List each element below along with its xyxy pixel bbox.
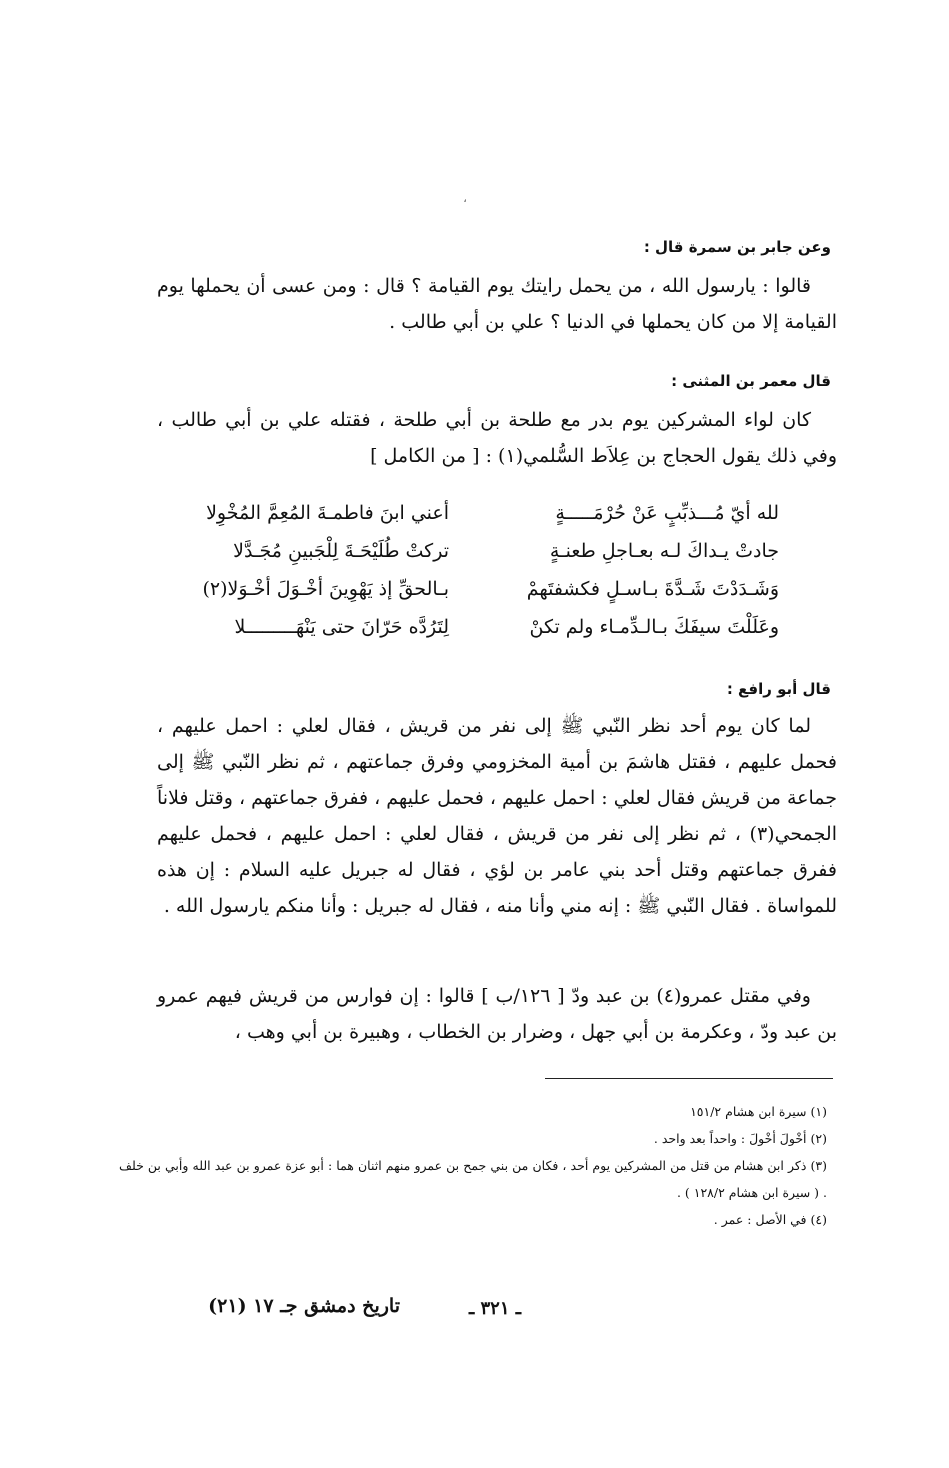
verse-first-hemistich: لله أيّ مُـــذبِّبٍ عَنْ حُرْمَـــــةٍ [555,502,779,524]
footnote-separator [545,1078,833,1079]
verse-second-hemistich: لِتَرُدَّه حَرّانَ حتى يَنْهَـــــــــلا [234,616,449,638]
verse-row [159,608,779,646]
verse-second-hemistich: أعني ابنَ فاطمـةَ المُعِمَّ المُخْوِلا [206,502,449,524]
footnote-3: (٣) ذكر ابن هشام من قتل من المشركين يوم أحد ، فكان من بني جمح بن عمرو منهم اثنان هما : أبو عزة عمرو بن عبد الله وأبي بن خلف . ( سيرة ابن هشام ١٢٨/٢ ) . [119,1158,827,1200]
paragraph-badr [157,402,837,474]
book-title-footer: تاريخ دمشق جـ ١٧ (٢١) [208,1295,400,1317]
verse-first-hemistich: وعَلَلْتَ سيفَكَ بـالـدِّمـاء ولم تكنْ [529,616,779,638]
paragraph-text: لما كان يوم أحد نظر النّبي ﷺ إلى نفر من قريش ، فقال لعلي : احمل عليهم ، فحمل عليهم ، فقتل هاشمَ بن أمية المخزومي وفرق جماعتهم ، ثم نظر النّبي ﷺ إلى جماعة من قريش فقال لعلي : احمل عليهم ، فحمل عليهم ، ففرق جماعتهم ، وقتل فلاناً الجمحي(٣) ، ثم نظر إلى نفر من قريش ، فقال لعلي : احمل عليهم ، فحمل عليهم ففرق جماعتهم وقتل أحد بني عامر بن لؤي ، فقال له جبريل عليه السلام : إن هذه للمواساة . فقال النّبي ﷺ : إنه مني وأنا منه ، فقال له جبريل : وأنا منكم يارسول الله . [157,715,837,917]
verse-second-hemistich: بـالحقِّ إذ يَهْوِينَ أخْـوَلَ أخْـوَلا(٢) [202,578,449,600]
poem [159,494,779,646]
section-heading-abu-rafi: قال أبو رافع : [726,680,831,698]
footnote-2: (٢) أخْولَ أخْولَ : واحداً بعد واحد . [653,1131,827,1146]
verse-row [159,532,779,570]
verse-row [159,570,779,608]
verse-row [159,494,779,532]
footnotes [119,1098,827,1233]
paragraph-text: وفي مقتل عمرو(٤) بن عبد ودّ [ ١٢٦/ب ] قالوا : إن فوارس من قريش فيهم عمرو بن عبد ودّ ، وعكرمة بن أبي جهل ، وضرار بن الخطاب ، وهبيرة بن أبي وهب ، [157,985,837,1043]
paragraph-banner [157,268,837,340]
footnote-1: (١) سيرة ابن هشام ١٥١/٢ [690,1104,827,1119]
top-mark: ، [463,192,467,205]
paragraph-amr-ibn-abd-wudd [157,978,837,1050]
verse-second-hemistich: تركتْ طُلَيْحَـةَ لِلْجَبينِ مُجَـدَّلا [233,540,449,562]
footnote-4: (٤) في الأصل : عمر . [713,1212,827,1227]
section-heading-jabir: وعن جابر بن سمرة قال : [643,238,831,256]
verse-first-hemistich: وَشَـدَدْتَ شَـدَّةَ بـاسـلٍ فكشفتَهمْ [526,578,779,600]
paragraph-uhud [157,708,837,924]
paragraph-text: قالوا : يارسول الله ، من يحمل رايتك يوم القيامة ؟ قال : ومن عسى أن يحملها يوم القيامة إلا من كان يحملها في الدنيا ؟ علي بن أبي طالب . [157,275,837,333]
verse-first-hemistich: جادتْ يـداكَ لـه بعـاجلِ طعنـةٍ [549,540,779,562]
section-heading-muammar: قال معمر بن المثنى : [671,372,831,390]
page-number: ـ ٣٢١ ـ [468,1298,522,1319]
paragraph-text: كان لواء المشركين يوم بدر مع طلحة بن أبي طلحة ، فقتله علي بن أبي طالب ، وفي ذلك يقول الحجاج بن عِلاَط السُّلمي(١) : [ من الكامل ] [157,409,837,467]
